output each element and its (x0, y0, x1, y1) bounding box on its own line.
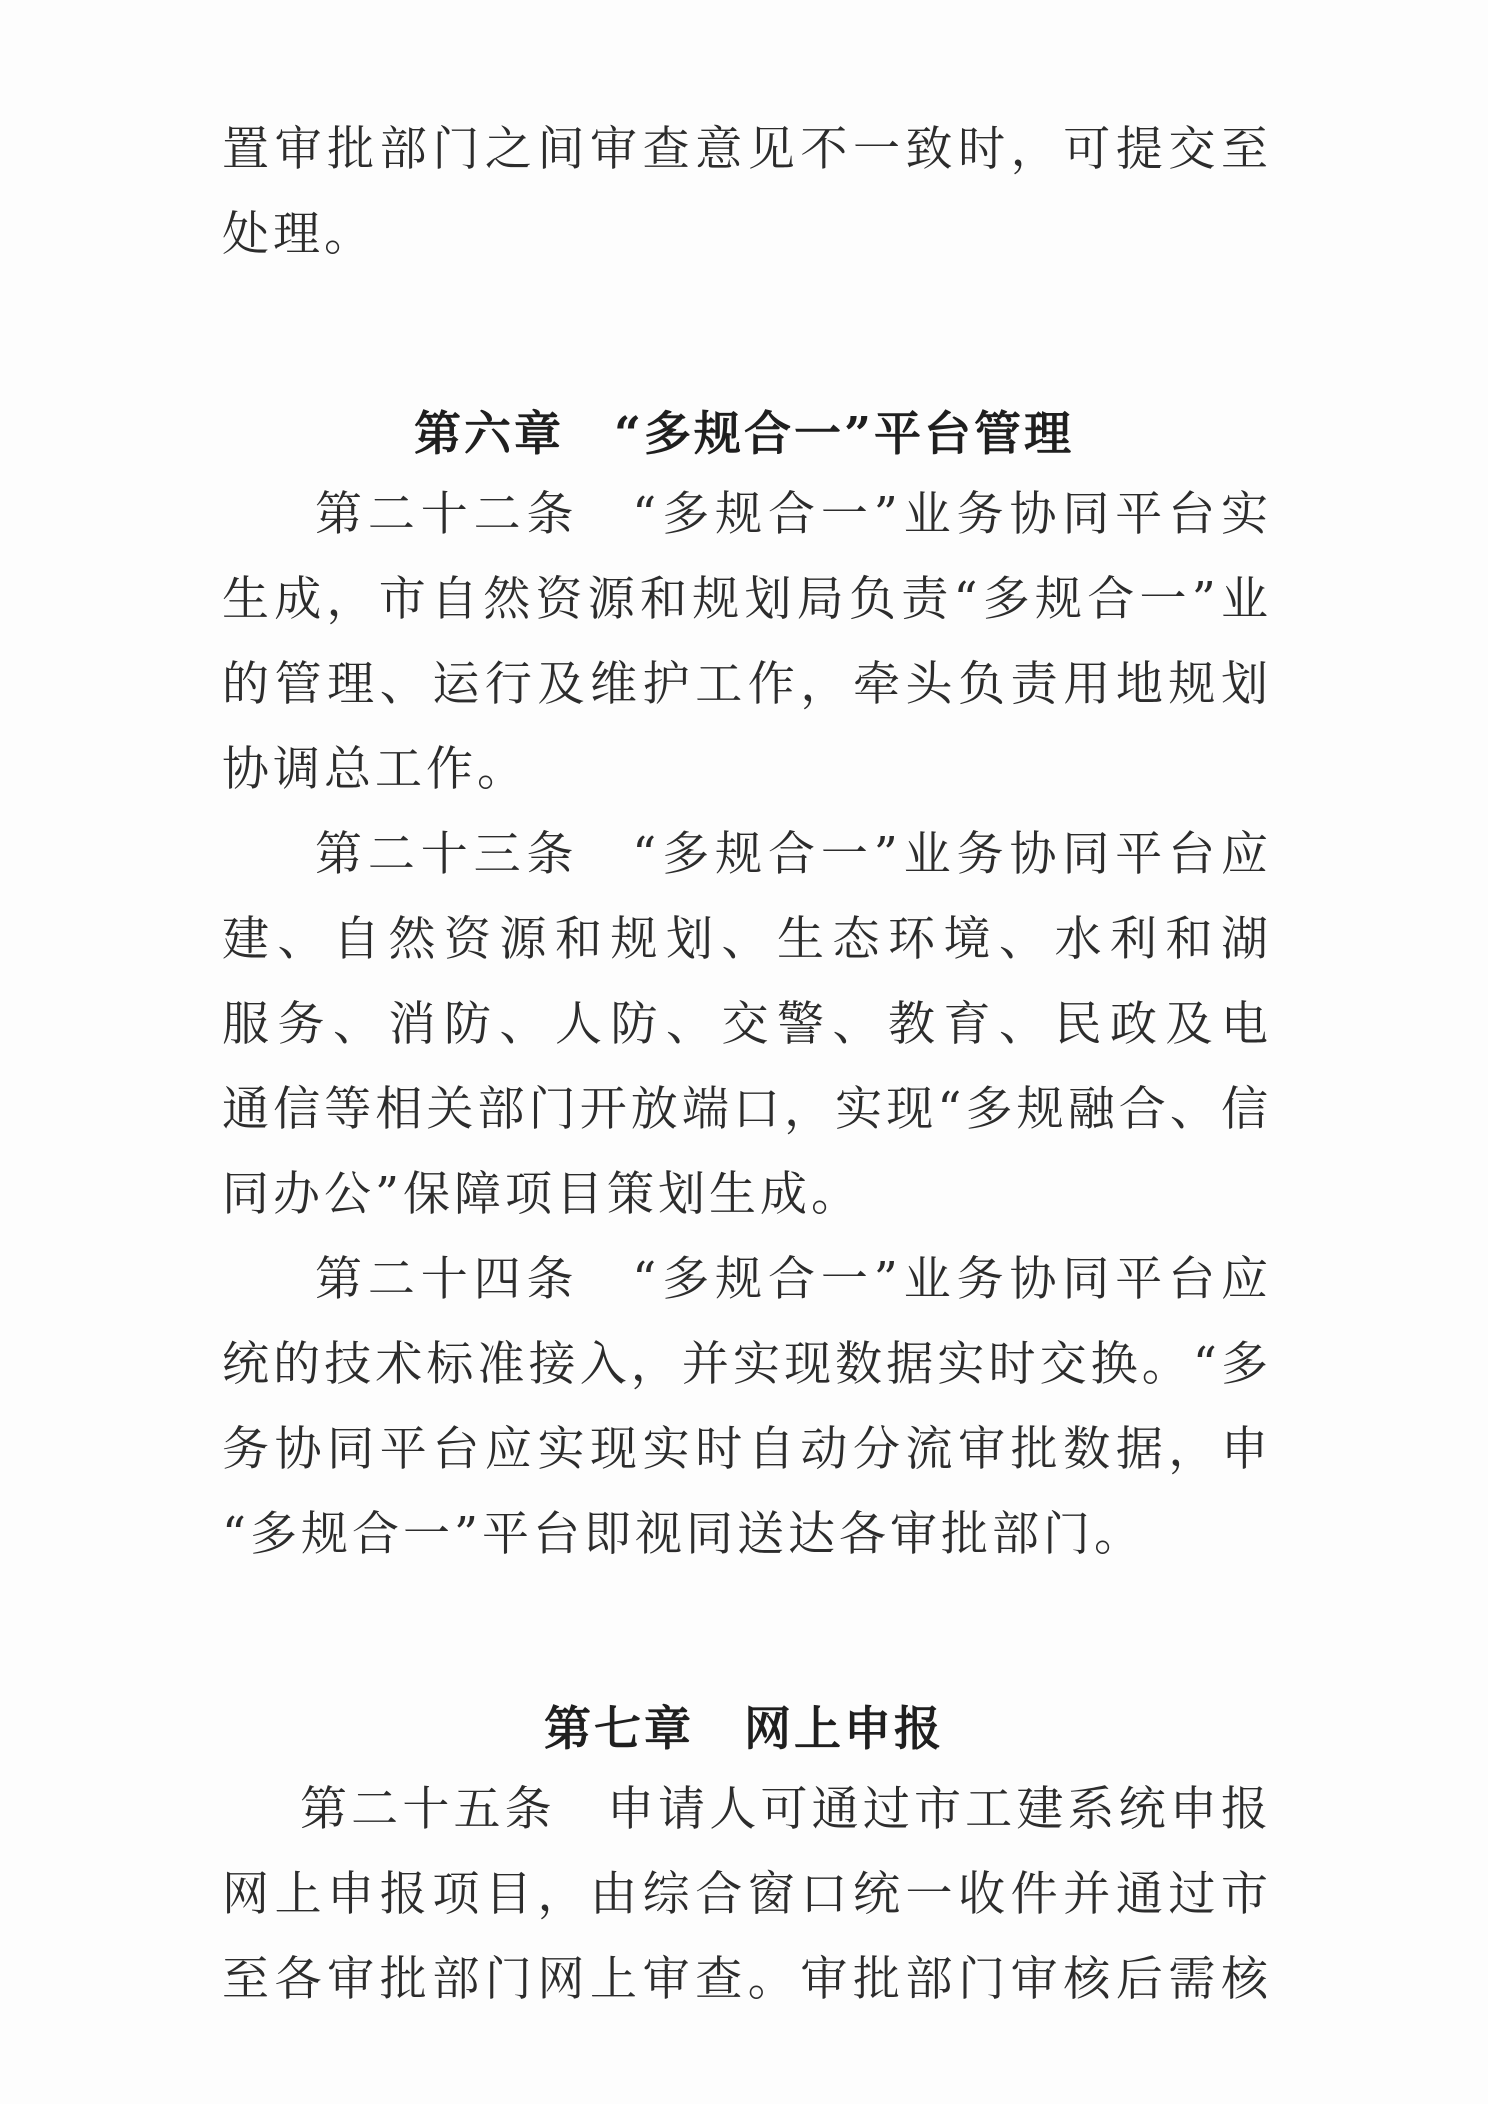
text-line: 统的技术标准接入，并实现数据实时交换。“多 (222, 1337, 1272, 1392)
text-line: 务协同平台应实现实时自动分流审批数据，申 (222, 1422, 1272, 1477)
paragraph-first-line: 第二十五条 申请人可通过市工建系统申报 (300, 1782, 1272, 1837)
chapter-heading: 第六章 “多规合一”平台管理 (413, 407, 1075, 462)
text-line: 建、自然资源和规划、生态环境、水利和湖 (222, 912, 1272, 967)
text-line: 生成，市自然资源和规划局负责“多规合一”业 (222, 572, 1272, 627)
text-line: 协调总工作。 (222, 742, 528, 797)
paragraph-first-line: 第二十四条 “多规合一”业务协同平台应 (315, 1252, 1272, 1307)
text-line: 同办公”保障项目策划生成。 (222, 1167, 863, 1222)
chapter-heading: 第七章 网上申报 (544, 1702, 944, 1757)
text-line: “多规合一”平台即视同送达各审批部门。 (222, 1507, 1146, 1562)
text-line: 的管理、运行及维护工作，牵头负责用地规划 (222, 657, 1272, 712)
text-line: 至各审批部门网上审查。审批部门审核后需核 (222, 1952, 1272, 2007)
text-line: 通信等相关部门开放端口，实现“多规融合、信 (222, 1082, 1272, 1137)
text-line: 处理。 (222, 207, 375, 262)
text-line: 置审批部门之间审查意见不一致时，可提交至 (222, 122, 1272, 177)
text-line: 网上申报项目，由综合窗口统一收件并通过市 (222, 1867, 1272, 1922)
paragraph-first-line: 第二十三条 “多规合一”业务协同平台应 (315, 827, 1272, 882)
paragraph-first-line: 第二十二条 “多规合一”业务协同平台实 (315, 487, 1272, 542)
text-line: 服务、消防、人防、交警、教育、民政及电 (222, 997, 1272, 1052)
